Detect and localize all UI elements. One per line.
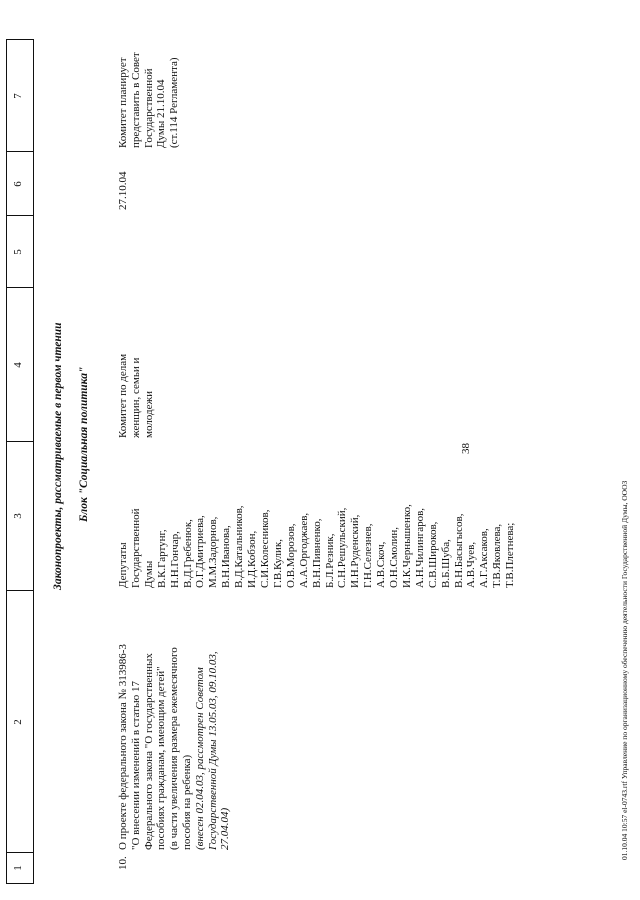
initiator-line: В.Д.Катальников, <box>233 505 246 588</box>
description-line: пособия на ребенка) <box>180 754 193 850</box>
initiators-list <box>117 504 517 588</box>
block-title: Блок "Социальная политика" <box>78 366 90 522</box>
history-line: 27.04.04) <box>219 807 232 850</box>
initiator-line: Г.В.Кулик, <box>271 539 284 588</box>
column-number: 6 <box>12 181 24 187</box>
initiator-line: В.Д.Гребенюк, <box>181 519 194 588</box>
initiator-line: В.Н.Иванова, <box>220 525 233 588</box>
table-col-divider <box>6 215 34 216</box>
section-title: Законопроекты, рассматриваемые в первом чтении <box>52 322 64 590</box>
initiator-line: Н.Н.Гончар, <box>168 531 181 588</box>
note-line: представить в Совет <box>129 52 142 148</box>
initiator-line: И.Д.Кобзон, <box>246 530 259 588</box>
initiator-line: Т.В.Яковлева, <box>491 523 504 588</box>
note-line: (ст.114 Регламента) <box>168 57 181 148</box>
responsible-committee <box>117 354 155 438</box>
history-line: (внесен 02.04.03, рассмотрен Советом <box>193 667 206 850</box>
table-col-divider <box>6 287 34 288</box>
initiator-line: С.Н.Решульский, <box>336 507 349 588</box>
initiator-line: И.Н.Руденский, <box>349 514 362 588</box>
initiator-line: А.Г.Аксаков, <box>478 528 491 588</box>
description-line: "О внесении изменений в статью 17 <box>129 681 142 850</box>
table-col-divider <box>6 590 34 591</box>
note-line: Думы 21.10.04 <box>155 79 168 148</box>
initiator-line: Думы <box>142 560 155 588</box>
row-number: 10. <box>117 856 129 870</box>
initiator-line: О.В.Морозов, <box>284 523 297 588</box>
column-number: 7 <box>12 93 24 99</box>
initiator-line: Б.Л.Резник, <box>323 533 336 588</box>
column-number: 3 <box>12 513 24 519</box>
note-line: Государственной <box>142 68 155 148</box>
history-line: Государственной Думы 13.05.03, 09.10.03, <box>206 651 219 850</box>
initiator-line: А.А.Оргоджаев, <box>297 512 310 588</box>
committee-line: молодежи <box>142 391 155 438</box>
bill-description <box>117 644 232 850</box>
initiator-line: В.Б.Шуба, <box>439 539 452 588</box>
description-line: Федерального закона "О государственных <box>142 653 155 850</box>
initiator-line: О.Г.Дмитриева, <box>194 515 207 588</box>
description-line: О проекте федерального закона № 313986-3 <box>117 644 129 850</box>
initiator-line: А.В.Чуев, <box>465 541 478 588</box>
initiator-line: А.Н.Чилингаров, <box>413 507 426 588</box>
note-line: Комитет планирует <box>117 57 129 148</box>
table-col-divider <box>6 39 34 40</box>
table-header-bottom-border <box>33 40 34 884</box>
committee-line: женщин, семьи и <box>129 357 142 438</box>
document-footer: 01.10.04 10:57 el-0743.rtf Управление по организационному обеспечению деятельности Государственной Думы, ООО3 <box>620 480 629 860</box>
initiator-line: В.Н.Пивненко, <box>310 518 323 588</box>
table-header-top-border <box>6 40 7 884</box>
initiator-line: С.И.Колесников, <box>258 509 271 588</box>
table-col-divider <box>6 883 34 884</box>
description-line: (в части увеличения размера ежемесячного <box>168 647 181 850</box>
table-col-divider <box>6 151 34 152</box>
initiator-line: Государственной <box>129 508 142 588</box>
committee-note <box>117 52 181 148</box>
initiator-line: И.К.Чернышенко, <box>400 504 413 588</box>
consideration-date: 27.10.04 <box>117 171 129 210</box>
initiator-line: В.Н.Басыгысов, <box>452 513 465 588</box>
initiator-line: М.М.Задорнов, <box>207 516 220 588</box>
description-line: пособиях гражданам, имеющим детей" <box>155 666 168 850</box>
column-number: 4 <box>12 362 24 368</box>
column-number: 1 <box>12 865 24 871</box>
table-col-divider <box>6 852 34 853</box>
table-col-divider <box>6 441 34 442</box>
initiator-line: В.К.Гартунг, <box>155 529 168 588</box>
page-number: 38 <box>460 443 472 454</box>
initiator-line: Депутаты <box>117 542 129 588</box>
committee-line: Комитет по делам <box>117 353 129 438</box>
column-number: 2 <box>12 719 24 725</box>
initiator-line: О.Н.Смолин, <box>388 526 401 588</box>
initiator-line: С.В.Широков, <box>426 521 439 588</box>
column-number: 5 <box>12 249 24 255</box>
initiator-line: А.В.Скоч, <box>375 541 388 588</box>
initiator-line: Г.Н.Селезнев, <box>362 523 375 588</box>
initiator-line: Т.В.Плетнева; <box>504 522 517 588</box>
